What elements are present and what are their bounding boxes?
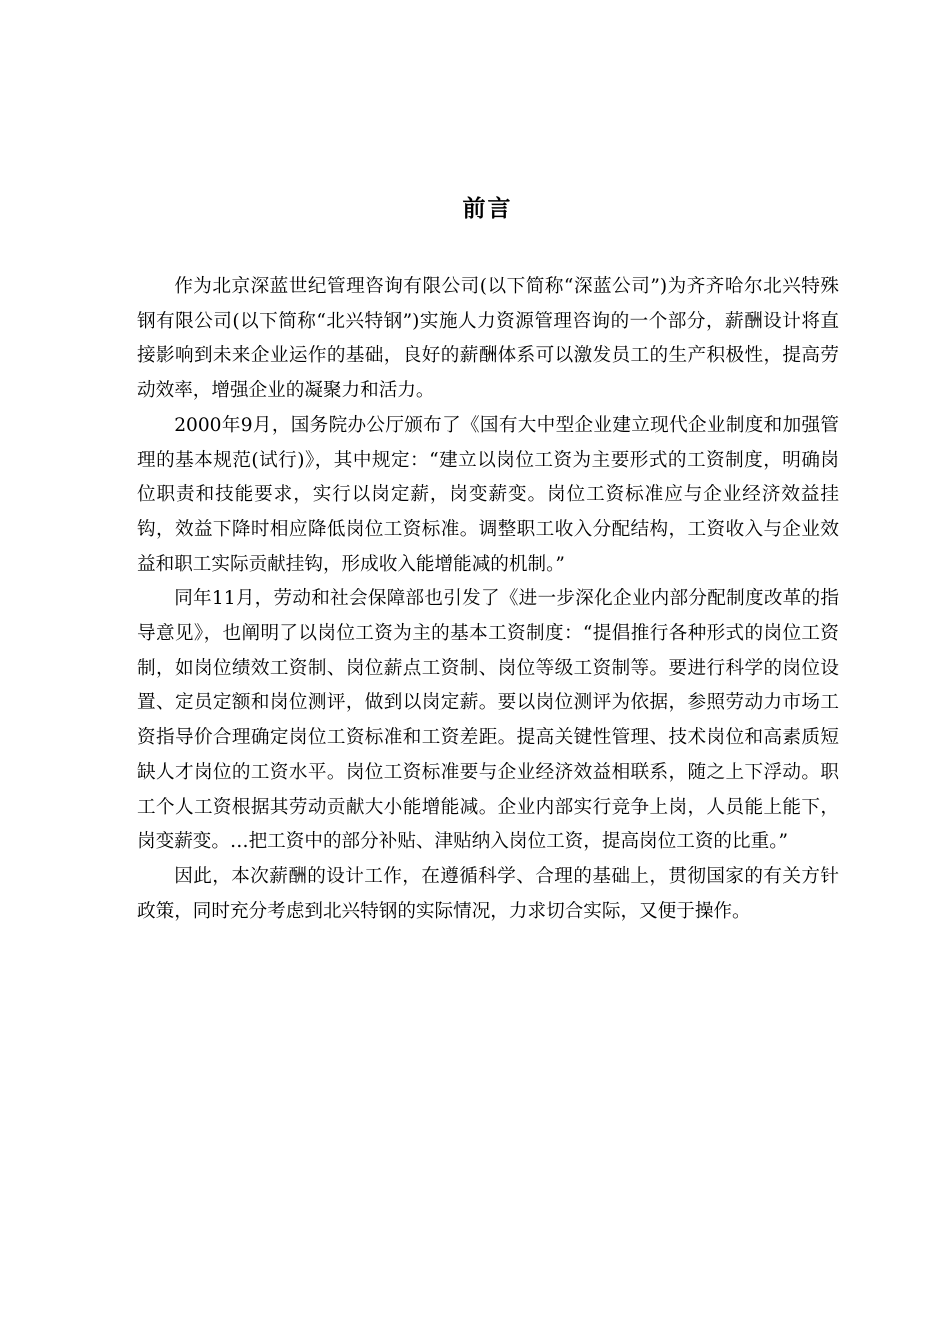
paragraph-2: 2000年9月，国务院办公厅颁布了《国有大中型企业建立现代企业制度和加强管理的基本规范(试行)》，其中规定：“建立以岗位工资为主要形式的工资制度，明确岗位职责和技能要求，实行以岗定薪，岗变薪变。岗位工资标准应与企业经济效益挂钩，效益下降时相应降低岗位工资标准。调整职工收入分配结构，工资收入与企业效益和职工实际贡献挂钩，形成收入能增能减的机制。” xyxy=(137,414,839,575)
paragraph-4: 因此，本次薪酬的设计工作，在遵循科学、合理的基础上，贯彻国家的有关方针政策，同时充分考虑到北兴特钢的实际情况，力求切合实际，又便于操作。 xyxy=(137,865,839,922)
paragraph-3: 同年11月，劳动和社会保障部也引发了《进一步深化企业内部分配制度改革的指导意见》，也阐明了以岗位工资为主的基本工资制度：“提倡推行各种形式的岗位工资制，如岗位绩效工资制、岗位薪点工资制、岗位等级工资制等。要进行科学的岗位设置、定员定额和岗位测评，做到以岗定薪。要以岗位测评为依据，参照劳动力市场工资指导价合理确定岗位工资标准和工资差距。提高关键性管理、技术岗位和高素质短缺人才岗位的工资水平。岗位工资标准要与企业经济效益相联系，随之上下浮动。职工个人工资根据其劳动贡献大小能增能减。企业内部实行竞争上岗，人员能上能下，岗变薪变。…把工资中的部分补贴、津贴纳入岗位工资，提高岗位工资的比重。” xyxy=(137,588,839,853)
page-title: 前言 xyxy=(462,196,513,222)
paragraph-1: 作为北京深蓝世纪管理咨询有限公司(以下简称“深蓝公司”)为齐齐哈尔北兴特殊钢有限公司(以下简称“北兴特钢”)实施人力资源管理咨询的一个部分，薪酬设计将直接影响到未来企业运作的基础，良好的薪酬体系可以激发员工的生产积极性，提高劳动效率，增强企业的凝聚力和活力。 xyxy=(137,276,839,402)
body-text xyxy=(137,270,839,929)
